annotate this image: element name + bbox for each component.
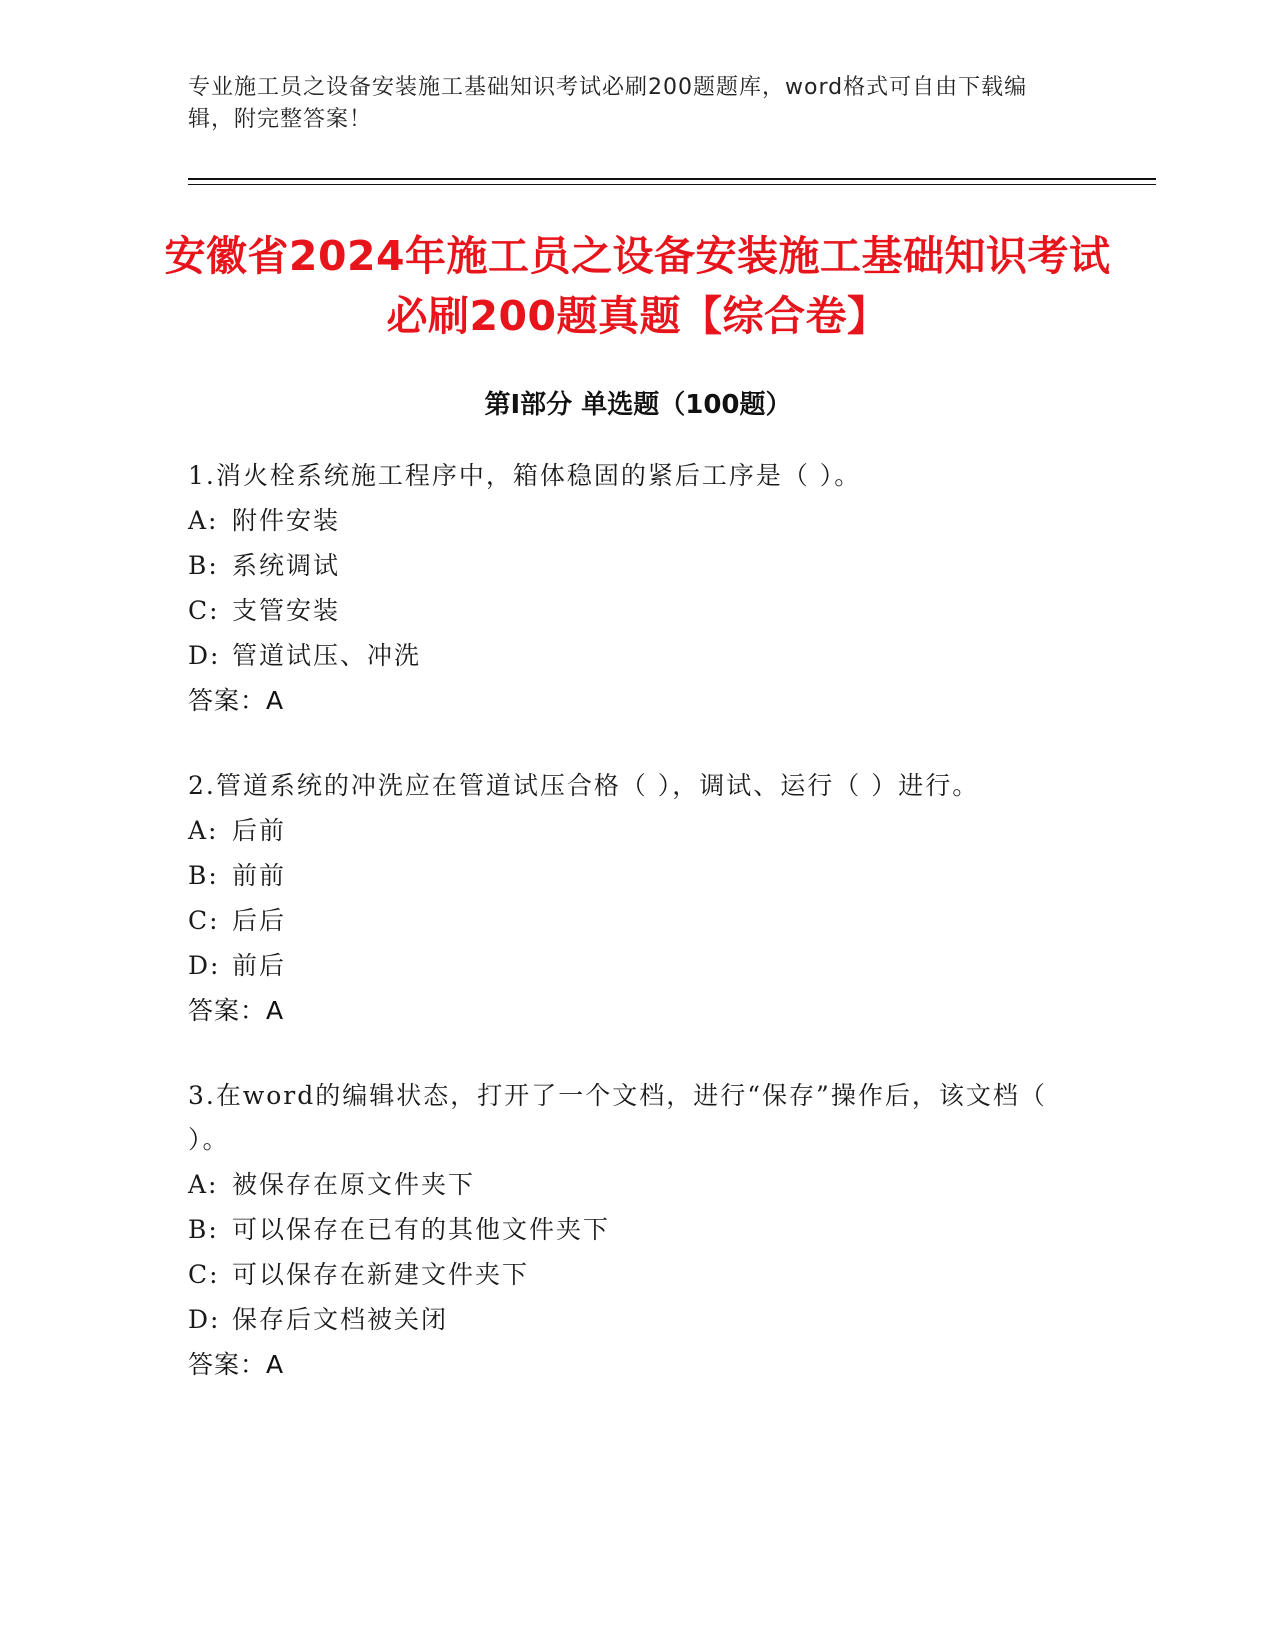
option-text: 前后 [232, 951, 287, 980]
header-divider-thick [188, 178, 1156, 180]
answer-line: 答案：A [188, 996, 285, 1025]
option-text: 附件安装 [232, 506, 341, 535]
answer-line: 答案：A [188, 686, 285, 715]
option-key: C: [188, 1260, 220, 1289]
option-c [188, 1252, 1088, 1297]
option-b [188, 1207, 1088, 1252]
answer-line: 答案：A [188, 1350, 285, 1379]
option-c [188, 588, 1088, 633]
option-key: A: [188, 816, 219, 845]
document-title: 安徽省2024年施工员之设备安装施工基础知识考试必刷200题真题【综合卷】 [164, 232, 1111, 340]
option-text: 可以保存在已有的其他文件夹下 [232, 1215, 611, 1244]
option-key: C: [188, 906, 220, 935]
option-c [188, 898, 1088, 943]
question-3 [188, 1074, 1088, 1387]
option-text: 管道试压、冲洗 [232, 641, 422, 670]
option-text: 后前 [232, 816, 287, 845]
option-text: 保存后文档被关闭 [232, 1305, 449, 1334]
option-d [188, 943, 1088, 988]
option-a [188, 498, 1088, 543]
question-stem: 2.管道系统的冲洗应在管道试压合格（ ），调试、运行（ ）进行。 [188, 771, 980, 800]
option-key: A: [188, 506, 219, 535]
section-title: 第I部分 单选题（100题） [484, 390, 792, 420]
question-1 [188, 454, 1088, 723]
question-2 [188, 764, 1088, 1033]
option-d [188, 633, 1088, 678]
option-key: D: [188, 1305, 221, 1334]
document-header-note: 专业施工员之设备安装施工基础知识考试必刷200题题库，word格式可自由下载编辑，附完整答案！ [188, 75, 1028, 132]
option-key: A: [188, 1170, 219, 1199]
question-stem: 1.消火栓系统施工程序中，箱体稳固的紧后工序是（ ）。 [188, 461, 862, 490]
option-a [188, 1162, 1088, 1207]
option-key: B: [188, 551, 219, 580]
option-b [188, 543, 1088, 588]
option-key: D: [188, 951, 221, 980]
option-text: 被保存在原文件夹下 [232, 1170, 476, 1199]
option-d [188, 1297, 1088, 1342]
option-text: 后后 [232, 906, 287, 935]
option-text: 系统调试 [232, 551, 341, 580]
option-key: B: [188, 861, 219, 890]
option-key: C: [188, 596, 220, 625]
question-stem: 3.在word的编辑状态，打开了一个文档，进行“保存”操作后，该文档（ ）。 [188, 1081, 1047, 1154]
header-divider-thin [188, 184, 1156, 185]
option-text: 前前 [232, 861, 287, 890]
option-text: 支管安装 [232, 596, 341, 625]
option-key: B: [188, 1215, 219, 1244]
option-key: D: [188, 641, 221, 670]
option-a [188, 808, 1088, 853]
option-b [188, 853, 1088, 898]
option-text: 可以保存在新建文件夹下 [232, 1260, 530, 1289]
